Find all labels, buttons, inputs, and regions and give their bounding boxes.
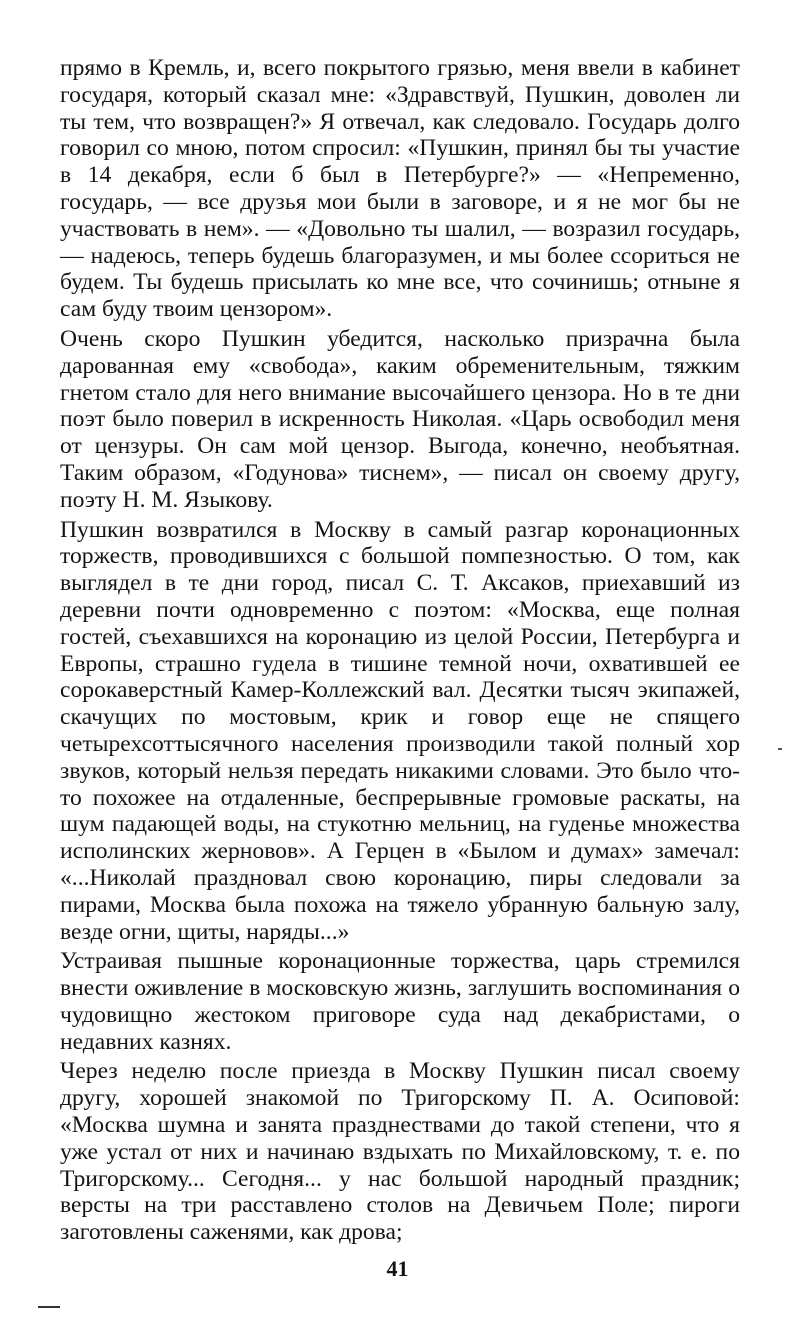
paragraph-2: Очень скоро Пушкин убедится, насколько призрачна была дарованная ему «свобода», каким обременительным, тяжким гнетом стало для него внимание высочайшего цензора. Но в те дни поэт было поверил в искренность Николая. «Царь освободил меня от цензуры. Он сам мой цензор. Выгода, конечно, необъятная. Таким образом, «Годунова» тиснем», — писал он своему другу, поэту Н. М. Языкову. — [60, 325, 740, 513]
paragraph-3: Пушкин возвратился в Москву в самый разгар коронационных торжеств, проводившихся с большой помпезностью. О том, как выглядел в те дни город, писал С. Т. Аксаков, приехавший из деревни почти одновременно с поэтом: «Москва, еще полная гостей, съехавшихся на коронацию из целой России, Петербурга и Европы, страшно гудела в тишине темной ночи, охватившей ее сорокаверстный Камер-Коллежский вал. Десятки тысяч экипажей, скачущих по мостовым, крик и говор еще не спящего четырехсоттысячного населения производили такой полный хор звуков, который нельзя передать никакими словами. Это было что-то похожее на отдаленные, беспрерывные громовые раскаты, на шум падающей воды, на стукотню мельниц, на гуденье множества исполинских жерновов». А Герцен в «Былом и думах» замечал: «...Николай праздновал свою коронацию, пиры следовали за пирами, Москва была похожа на тяжело убранную бальную залу, везде огни, щиты, наряды...» — [60, 516, 740, 945]
paragraph-1: прямо в Кремль, и, всего покрытого грязью, меня ввели в кабинет государя, который сказал мне: «Здравствуй, Пушкин, доволен ли ты тем, что возвращен?» Я отвечал, как следовало. Государь долго говорил со мною, потом спросил: «Пушкин, принял бы ты участие в 14 декабря, если б был в Петербурге?» — «Непременно, государь, — все друзья мои были в заговоре, и я не мог бы не участвовать в нем». — «Довольно ты шалил, — возразил государь, — надеюсь, теперь будешь благоразумен, и мы более ссориться не будем. Ты будешь присылать ко мне все, что сочинишь; отныне я сам буду твоим цензором». — [60, 55, 740, 323]
margin-speck — [778, 748, 782, 750]
page-number: 41 — [386, 1256, 409, 1281]
paragraph-5: Через неделю после приезда в Москву Пушкин писал своему другу, хорошей знакомой по Тригорскому П. А. Осиповой: «Москва шумна и занята празднествами до такой степени, что я уже устал от них и начинаю вздыхать по Михайловскому, т. е. по Тригорскому... Сегодня... у нас большой народный праздник; версты на три расставлено столов на Девичьем Поле; пироги заготовлены саженями, как дрова; — [60, 1058, 740, 1246]
bottom-dash-mark — [38, 1306, 60, 1308]
page-text — [60, 55, 740, 1249]
paragraph-4: Устраивая пышные коронационные торжества, царь стремился внести оживление в московскую жизнь, заглушить воспоминания о чудовищно жестоком приговоре суда над декабристами, о недавних казнях. — [60, 948, 740, 1055]
